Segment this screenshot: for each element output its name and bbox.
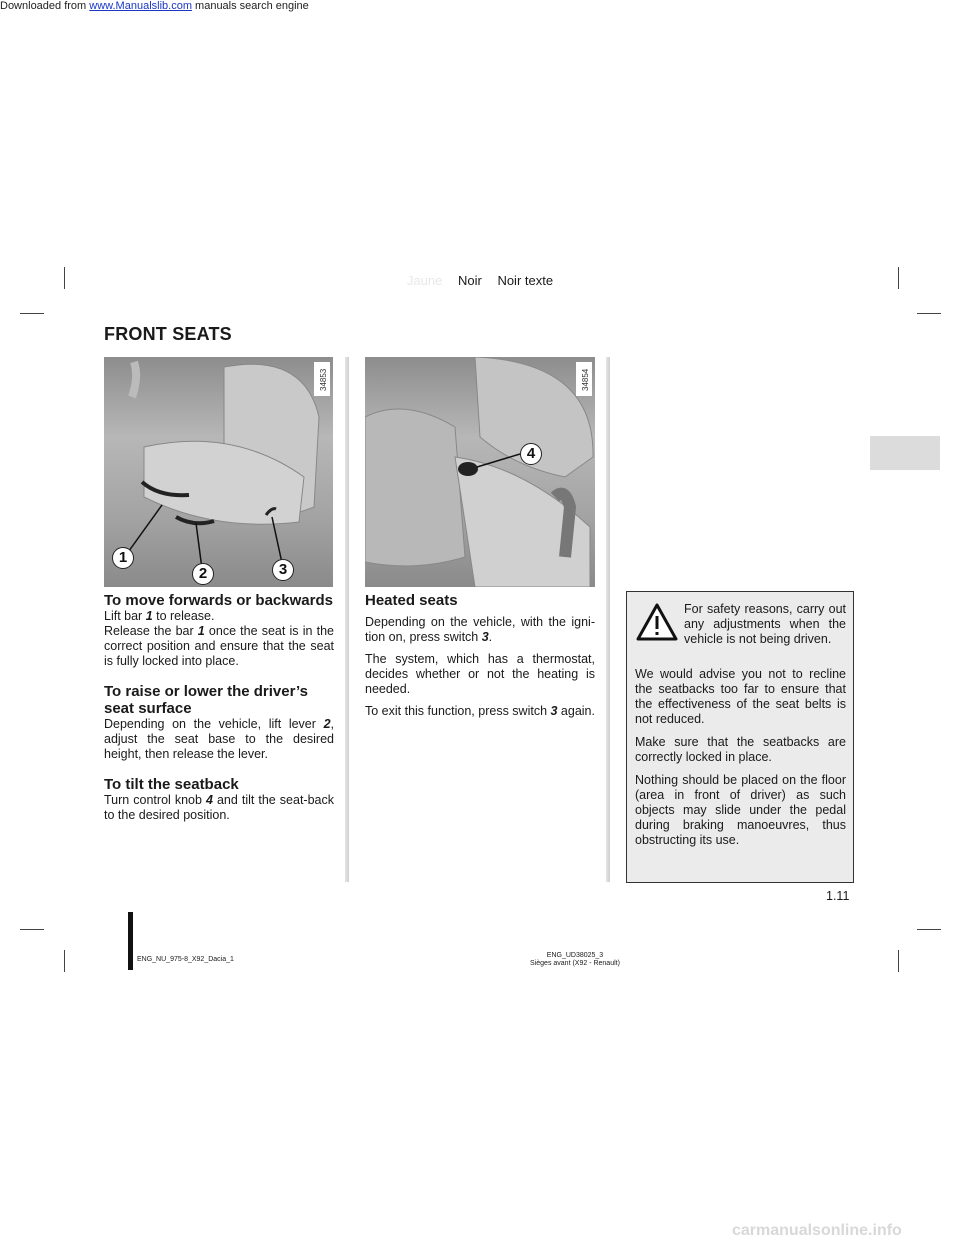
ref-number: 4 [205, 793, 213, 807]
paragraph: Release the bar 1 once the seat is in the correct position and ensure that the seat is fully locked into place. [104, 624, 334, 668]
crop-mark [64, 950, 65, 972]
footer-right [500, 952, 650, 968]
paragraph: Lift bar 1 to release. [104, 609, 215, 623]
callout-1: 1 [112, 547, 134, 569]
banner-prefix: Downloaded from [0, 0, 90, 12]
warning-box [626, 591, 854, 883]
warning-paragraph: For safety reasons, carry out any adjustments when the vehicle is not being driven. [684, 602, 846, 646]
crop-mark [20, 313, 44, 314]
ref-number: 3 [481, 630, 489, 644]
middle-column [365, 592, 595, 726]
paragraph: Depending on the vehicle, with the igni-tion on, press switch 3. [365, 615, 595, 644]
banner-suffix: manuals search engine [191, 0, 309, 12]
warning-paragraph: Nothing should be placed on the floor (area in front of driver) as such objects may slide under the pedal during braking manoeuvres, thus obstructing its use. [635, 773, 846, 847]
margin-bar [128, 912, 133, 970]
color-label-jaune: Jaune [406, 273, 443, 288]
seat-illustration [104, 357, 333, 587]
crop-mark [917, 929, 941, 930]
callout-3: 3 [272, 559, 294, 581]
paragraph: Depending on the vehicle, lift lever 2, adjust the seat base to the desired height, then release the lever. [104, 717, 334, 761]
download-banner [0, 0, 960, 14]
section-title-heated: Heated seats [365, 592, 458, 609]
footer-left: ENG_NU_975-8_X92_Dacia_1 [137, 956, 234, 963]
watermark: carmanualsonline.info [732, 1222, 902, 1239]
heated-seat-photo [365, 357, 595, 587]
section-title-move: To move forwards or backwards [104, 592, 333, 609]
color-separation-labels [0, 273, 960, 288]
page-title: FRONT SEATS [104, 324, 232, 344]
section-title-raise: To raise or lower the driver’s seat surface [104, 683, 308, 717]
paragraph: The system, which has a thermostat, decides whether or not the heating is needed. [365, 652, 595, 696]
crop-mark [917, 313, 941, 314]
console-illustration [365, 357, 595, 587]
warning-paragraph: We would advise you not to recline the seatbacks too far to ensure that the effectiveness of the seat belts is not reduced. [635, 667, 846, 726]
callout-4: 4 [520, 443, 542, 465]
paragraph: To exit this function, press switch 3 again. [365, 704, 595, 718]
warning-triangle-icon [635, 602, 679, 642]
page-number: 1.11 [826, 889, 850, 903]
column-divider [345, 357, 349, 882]
section-title-tilt: To tilt the seatback [104, 776, 239, 793]
ref-number: 1 [145, 609, 153, 623]
image-ref-34854: 34854 [581, 368, 590, 391]
ref-number: 1 [197, 624, 205, 638]
warning-body [635, 667, 846, 856]
color-label-noir-texte: Noir texte [497, 273, 554, 288]
ref-number: 3 [550, 704, 558, 718]
footer-right-line2: Sièges avant (X92 - Renault) [530, 960, 620, 967]
crop-mark [20, 929, 44, 930]
image-ref-34853: 34853 [319, 368, 328, 391]
warning-paragraph: Make sure that the seatbacks are correctly locked in place. [635, 735, 846, 764]
manualslib-link[interactable]: www.Manualslib.com [89, 0, 192, 12]
warning-intro [684, 602, 846, 655]
chapter-tab [870, 436, 940, 470]
paragraph: Turn control knob 4 and tilt the seat-back to the desired position. [104, 793, 334, 822]
seat-adjustment-photo [104, 357, 333, 587]
left-column [104, 592, 334, 830]
callout-2: 2 [192, 563, 214, 585]
footer-right-line1: ENG_UD38025_3 [546, 952, 604, 959]
ref-number: 2 [323, 717, 331, 731]
crop-mark [898, 950, 899, 972]
color-label-noir: Noir [457, 273, 482, 288]
column-divider [606, 357, 610, 882]
